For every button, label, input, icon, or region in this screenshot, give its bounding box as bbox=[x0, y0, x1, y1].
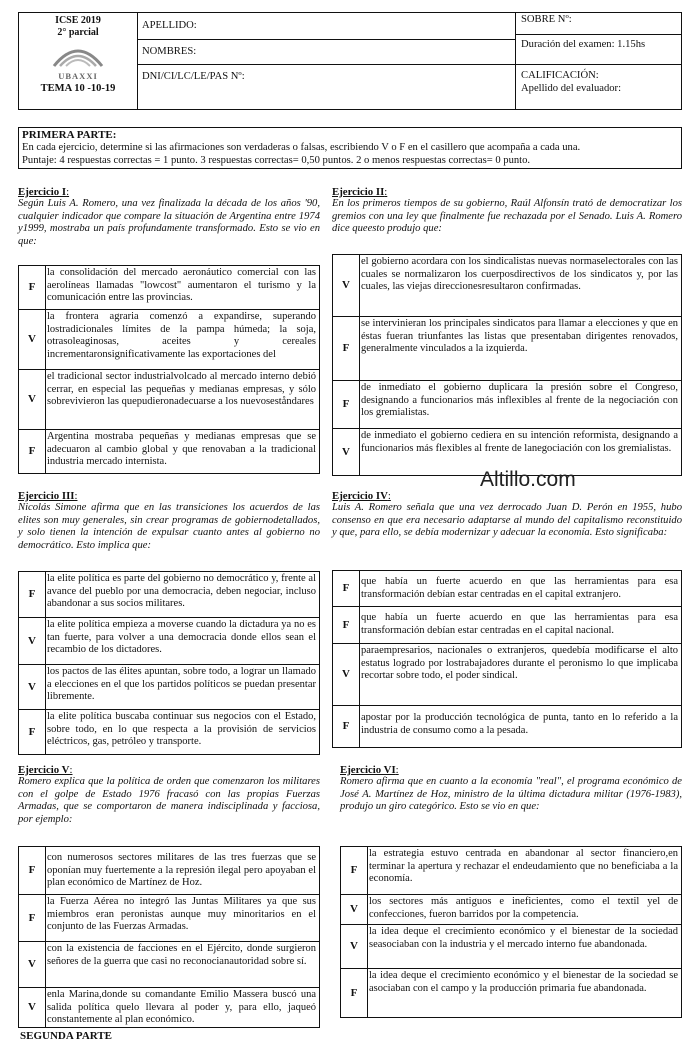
answer-row bbox=[333, 706, 681, 747]
exercise-4-title: Ejercicio IV: bbox=[332, 490, 391, 502]
exercise-6-intro: Romero afirma que en cuanto a la economía "real", el programa económico de José A. Martínez de Hoz, ministro de la última dictadura militar (1976-1983), produjo un giro categórico. Esto se vio en que: bbox=[340, 776, 682, 813]
answer-box[interactable]: F bbox=[333, 381, 360, 428]
calificacion-label: CALIFICACIÓN: bbox=[521, 70, 599, 81]
exercise-1-title: Ejercicio I: bbox=[18, 186, 70, 198]
sobre-field[interactable] bbox=[516, 13, 681, 35]
answer-row bbox=[19, 665, 319, 710]
section-title: PRIMERA PARTE: bbox=[22, 129, 117, 141]
statement-text: con numerosos sectores militares de las tres fuerzas que se oponían muy fuertemente a la represión ilegal pero apoyaban el plan económico de Martínez de Hoz. bbox=[47, 852, 316, 889]
answer-box[interactable]: F bbox=[333, 607, 360, 643]
answer-row bbox=[19, 266, 319, 310]
sobre-label: SOBRE Nº: bbox=[521, 14, 572, 25]
statement-text: se intervinieran los principales sindicatos para llamar a elecciones y que en éstas fueran triunfantes las listas que presentaban dirigentes renovados, generalmente vinculados a la izquierda. bbox=[361, 318, 678, 355]
exercise-3-title: Ejercicio III: bbox=[18, 490, 78, 502]
exercise-6-title: Ejercicio VI: bbox=[340, 764, 399, 776]
answer-box[interactable]: V bbox=[341, 895, 368, 924]
exercise-4-intro: Luis A. Romero señala que una vez derrocado Juan D. Perón en 1955, hubo consenso en que era necesario adaptarse al mundo del capitalismo reconstituido y que, para ello, se debía modernizar y adecuar la economía. Esto significaba: bbox=[332, 502, 682, 539]
statement-text: paraempresarios, nacionales o extranjeros, quedebía modificarse el alto estatus logrado por lostrabajadores durante el peronismo lo que implicaba recortar sobre todo, el poder sindical. bbox=[361, 645, 678, 682]
answer-box[interactable]: F bbox=[19, 572, 46, 617]
answer-row bbox=[19, 430, 319, 473]
exercise-5-intro: Romero explica que la política de orden que comenzaron los militares con el golpe de Estado 1976 fracasó con las propias Fuerzas Armadas, que se comportaron de manera indisciplinada y facciosa, por ejemplo: bbox=[18, 776, 320, 825]
answer-box[interactable]: V bbox=[19, 618, 46, 664]
answer-row bbox=[333, 571, 681, 607]
answer-box[interactable]: F bbox=[333, 706, 360, 747]
duracion-cell bbox=[516, 35, 681, 65]
exam-data-cell bbox=[516, 13, 681, 109]
statement-text: la elite política es parte del gobierno no democrático y, frente al avance del pueblo por una democracia, deben negociar, incluso abandonar a sus socios militares. bbox=[47, 573, 316, 610]
answer-box[interactable]: F bbox=[19, 710, 46, 754]
title-colon: : bbox=[395, 764, 399, 776]
statement-text: de inmediato el gobierno cediera en su intención reformista, designando a funcionarios más flexibles al frente de lanegociación con los gremialistas. bbox=[361, 430, 678, 454]
exercise-2-intro: En los primeros tiempos de su gobierno, Raúl Alfonsín trató de democratizar los gremios con una ley que finalmente fue rechazada por el Senado. Luis A. Romero dice queesto produjo que: bbox=[332, 198, 682, 235]
statement-text: Argentina mostraba pequeñas y medianas empresas que se adecuaron al cambio global y que renovaban a la tradicional industria mercado internista. bbox=[47, 431, 316, 468]
answer-row bbox=[333, 255, 681, 317]
logo-text: UBAXXI bbox=[58, 71, 98, 82]
exercise-2-table bbox=[332, 254, 682, 476]
answer-box[interactable]: F bbox=[333, 317, 360, 380]
statement-text: de inmediato el gobierno duplicara la presión sobre el Congreso, designando a funcionarios más inflexibles al frente de la negociación con los gremialistas. bbox=[361, 382, 678, 419]
answer-box[interactable]: V bbox=[19, 942, 46, 987]
answer-box[interactable]: F bbox=[19, 847, 46, 894]
answer-row bbox=[333, 317, 681, 381]
statement-text: los pactos de las élites apuntan, sobre todo, a lograr un llamado a elecciones en el que los partidos políticos se puedan presentar libremente. bbox=[47, 666, 316, 703]
answer-box[interactable]: F bbox=[341, 847, 368, 894]
statement-text: enla Marina,donde su comandante Emilio Massera buscó una salida política quelo llevara al poder y, para ello, jaqueó constantemente al plan económico. bbox=[47, 989, 316, 1026]
answer-box[interactable]: V bbox=[19, 988, 46, 1027]
statement-text: el gobierno acordara con los sindicalistas nuevas normaselectorales con las cuales se normalizaron los cuerposdirectivos de los sindicatos y, por las cuales, las viejas direccionesresultaron confirmadas. bbox=[361, 256, 678, 293]
dni-label: DNI/CI/LC/LE/PAS Nº: bbox=[142, 71, 245, 82]
apellido-label: APELLIDO: bbox=[142, 20, 197, 31]
statement-text: la Fuerza Aérea no integró las Juntas Militares ya que sus miembros eran peronistas aunque muy minoritarios en el conjunto de las Fuerzas Armadas. bbox=[47, 896, 316, 933]
answer-row bbox=[333, 644, 681, 706]
title-colon: : bbox=[69, 764, 73, 776]
second-part-title: SEGUNDA PARTE bbox=[20, 1030, 113, 1042]
course-cell bbox=[19, 13, 138, 109]
watermark-text: Altillo.com bbox=[480, 468, 576, 491]
answer-row bbox=[19, 942, 319, 988]
answer-box[interactable]: F bbox=[19, 266, 46, 309]
answer-row bbox=[19, 895, 319, 942]
statement-text: que había un fuerte acuerdo en que las herramientas para esa transformación debían estar centradas en el capital extranjero. bbox=[361, 576, 678, 600]
duracion-label: Duración del examen: 1.15hs bbox=[521, 39, 646, 50]
statement-text: la elite política empieza a moverse cuando la dictadura ya no es tan fuerte, para volver a una democracia donde ellos sean el recambio de los dictadores. bbox=[47, 619, 316, 656]
dni-field[interactable] bbox=[137, 65, 515, 109]
statement-text: el tradicional sector industrialvolcado al mercado interno debió cerrar, en especial las pequeñas y medianas empresas, y sólo sobrevivieron las quepudieronadecuarse a los nuevoseståndares bbox=[47, 371, 316, 408]
answer-row bbox=[19, 988, 319, 1027]
answer-row bbox=[19, 572, 319, 618]
ubaxxi-logo-icon bbox=[48, 42, 108, 70]
statement-text: que había un fuerte acuerdo en que las herramientas para esa transformación debían estar centradas en el capital nacional. bbox=[361, 612, 678, 636]
answer-box[interactable]: V bbox=[19, 370, 46, 429]
answer-box[interactable]: V bbox=[341, 925, 368, 968]
topic-label: TEMA 10 -10-19 bbox=[40, 83, 116, 95]
title-colon: : bbox=[74, 490, 78, 502]
exercise-5-table bbox=[18, 846, 320, 1028]
scoring-text: Puntaje: 4 respuestas correctas = 1 punto. 3 respuestas correctas= 0,50 puntos. 2 o menos respuestas correctas= 0 punto. bbox=[22, 155, 531, 167]
answer-row bbox=[19, 710, 319, 754]
exam-header-table bbox=[18, 12, 682, 110]
statement-text: los sectores más antiguos e ineficientes, como el textil yel de confecciones, fueron barridos por la competencia. bbox=[369, 896, 678, 920]
answer-row bbox=[19, 370, 319, 430]
answer-row bbox=[19, 618, 319, 665]
evaluador-label: Apellido del evaluador: bbox=[521, 82, 622, 94]
statement-text: la idea deque el crecimiento económico y el bienestar de la sociedad se asociaban con el campo y la producción primaria fue abandonada. bbox=[369, 970, 678, 994]
exam-name: 2° parcial bbox=[57, 26, 99, 38]
statement-text: la frontera agraria comenzó a expandirse, superando lostradicionales límites de la pampa húmeda; la soja, otrasoleaginosas, aceites y cereales incrementaronsignificativamente las exportaciones del bbox=[47, 311, 316, 360]
answer-box[interactable]: F bbox=[341, 969, 368, 1017]
answer-box[interactable]: V bbox=[333, 429, 360, 475]
course-name: ICSE 2019 bbox=[55, 15, 101, 26]
answer-box[interactable]: V bbox=[333, 644, 360, 705]
answer-row bbox=[333, 607, 681, 644]
statement-text: la elite política buscaba continuar sus negocios con el Estado, sobre todo, en lo que respecta a la provisión de servicios eléctricos, gas, petróleo y transporte. bbox=[47, 711, 316, 748]
answer-row bbox=[341, 969, 681, 1017]
answer-box[interactable]: V bbox=[333, 255, 360, 316]
statement-text: con la existencia de facciones en el Ejército, donde surgieron señores de la guerra que casi no reconocianautoridad sobre sí. bbox=[47, 943, 316, 967]
answer-row bbox=[19, 310, 319, 370]
exercise-1-table bbox=[18, 265, 320, 474]
title-colon: : bbox=[66, 186, 70, 198]
answer-row bbox=[341, 925, 681, 969]
answer-box[interactable]: F bbox=[19, 430, 46, 473]
statement-text: apostar por la producción tecnológica de punta, tanto en lo referido a la industria de consumo como a la pesada. bbox=[361, 712, 678, 736]
statement-text: la consolidación del mercado aeronáutico comercial con las aerolíneas llamadas "lowcost" aumentaron el turismo y la comunicación entre las provincias. bbox=[47, 267, 316, 304]
title-colon: : bbox=[387, 490, 391, 502]
exercise-4-table bbox=[332, 570, 682, 748]
calificacion-field[interactable] bbox=[516, 65, 681, 109]
answer-box[interactable]: F bbox=[333, 571, 360, 606]
answer-row bbox=[341, 895, 681, 925]
exercise-1-intro: Según Luis A. Romero, una vez finalizada la década de los años '90, cualquier indicador que compare la situación de Argentina entre 1974 y1999, mostraba un país profundamente transformado. Esto se vio en que: bbox=[18, 198, 320, 247]
answer-box[interactable]: V bbox=[19, 310, 46, 369]
nombres-label: NOMBRES: bbox=[142, 46, 197, 57]
exercise-3-table bbox=[18, 571, 320, 755]
exercise-2-title: Ejercicio II: bbox=[332, 186, 388, 198]
statement-text: la idea deque el crecimiento económico y el bienestar de la sociedad seasociaban con la industria y el mercado interno fue abandonada. bbox=[369, 926, 678, 950]
exercise-5-title: Ejercicio V: bbox=[18, 764, 73, 776]
answer-row bbox=[19, 847, 319, 895]
exercise-6-table bbox=[340, 846, 682, 1018]
apellido-field[interactable] bbox=[137, 13, 515, 40]
student-data-cell bbox=[137, 13, 516, 109]
title-colon: : bbox=[384, 186, 388, 198]
answer-row bbox=[333, 381, 681, 429]
statement-text: la estrategia estuvo centrada en abandonar al sector financiero,en terminar la apertura y rechazar el endeudamiento que no beneficiaba a la economía. bbox=[369, 848, 678, 885]
answer-row bbox=[341, 847, 681, 895]
nombres-field[interactable] bbox=[137, 40, 515, 65]
exercise-3-intro: Nicolás Simone afirma que en las transiciones los acuerdos de las elites son muy generales, sin crear programas de gobiernodetallados, y solo tienen la intención de expulsar cuanto antes al gobierno no democrático. Esto implica que: bbox=[18, 502, 320, 551]
instructions-text: En cada ejercicio, determine si las afirmaciones son verdaderas o falsas, escribiendo V o F en el casillero que acompaña a cada una. bbox=[22, 142, 581, 154]
instructions-box bbox=[18, 127, 682, 169]
answer-box[interactable]: V bbox=[19, 665, 46, 709]
answer-box[interactable]: F bbox=[19, 895, 46, 941]
